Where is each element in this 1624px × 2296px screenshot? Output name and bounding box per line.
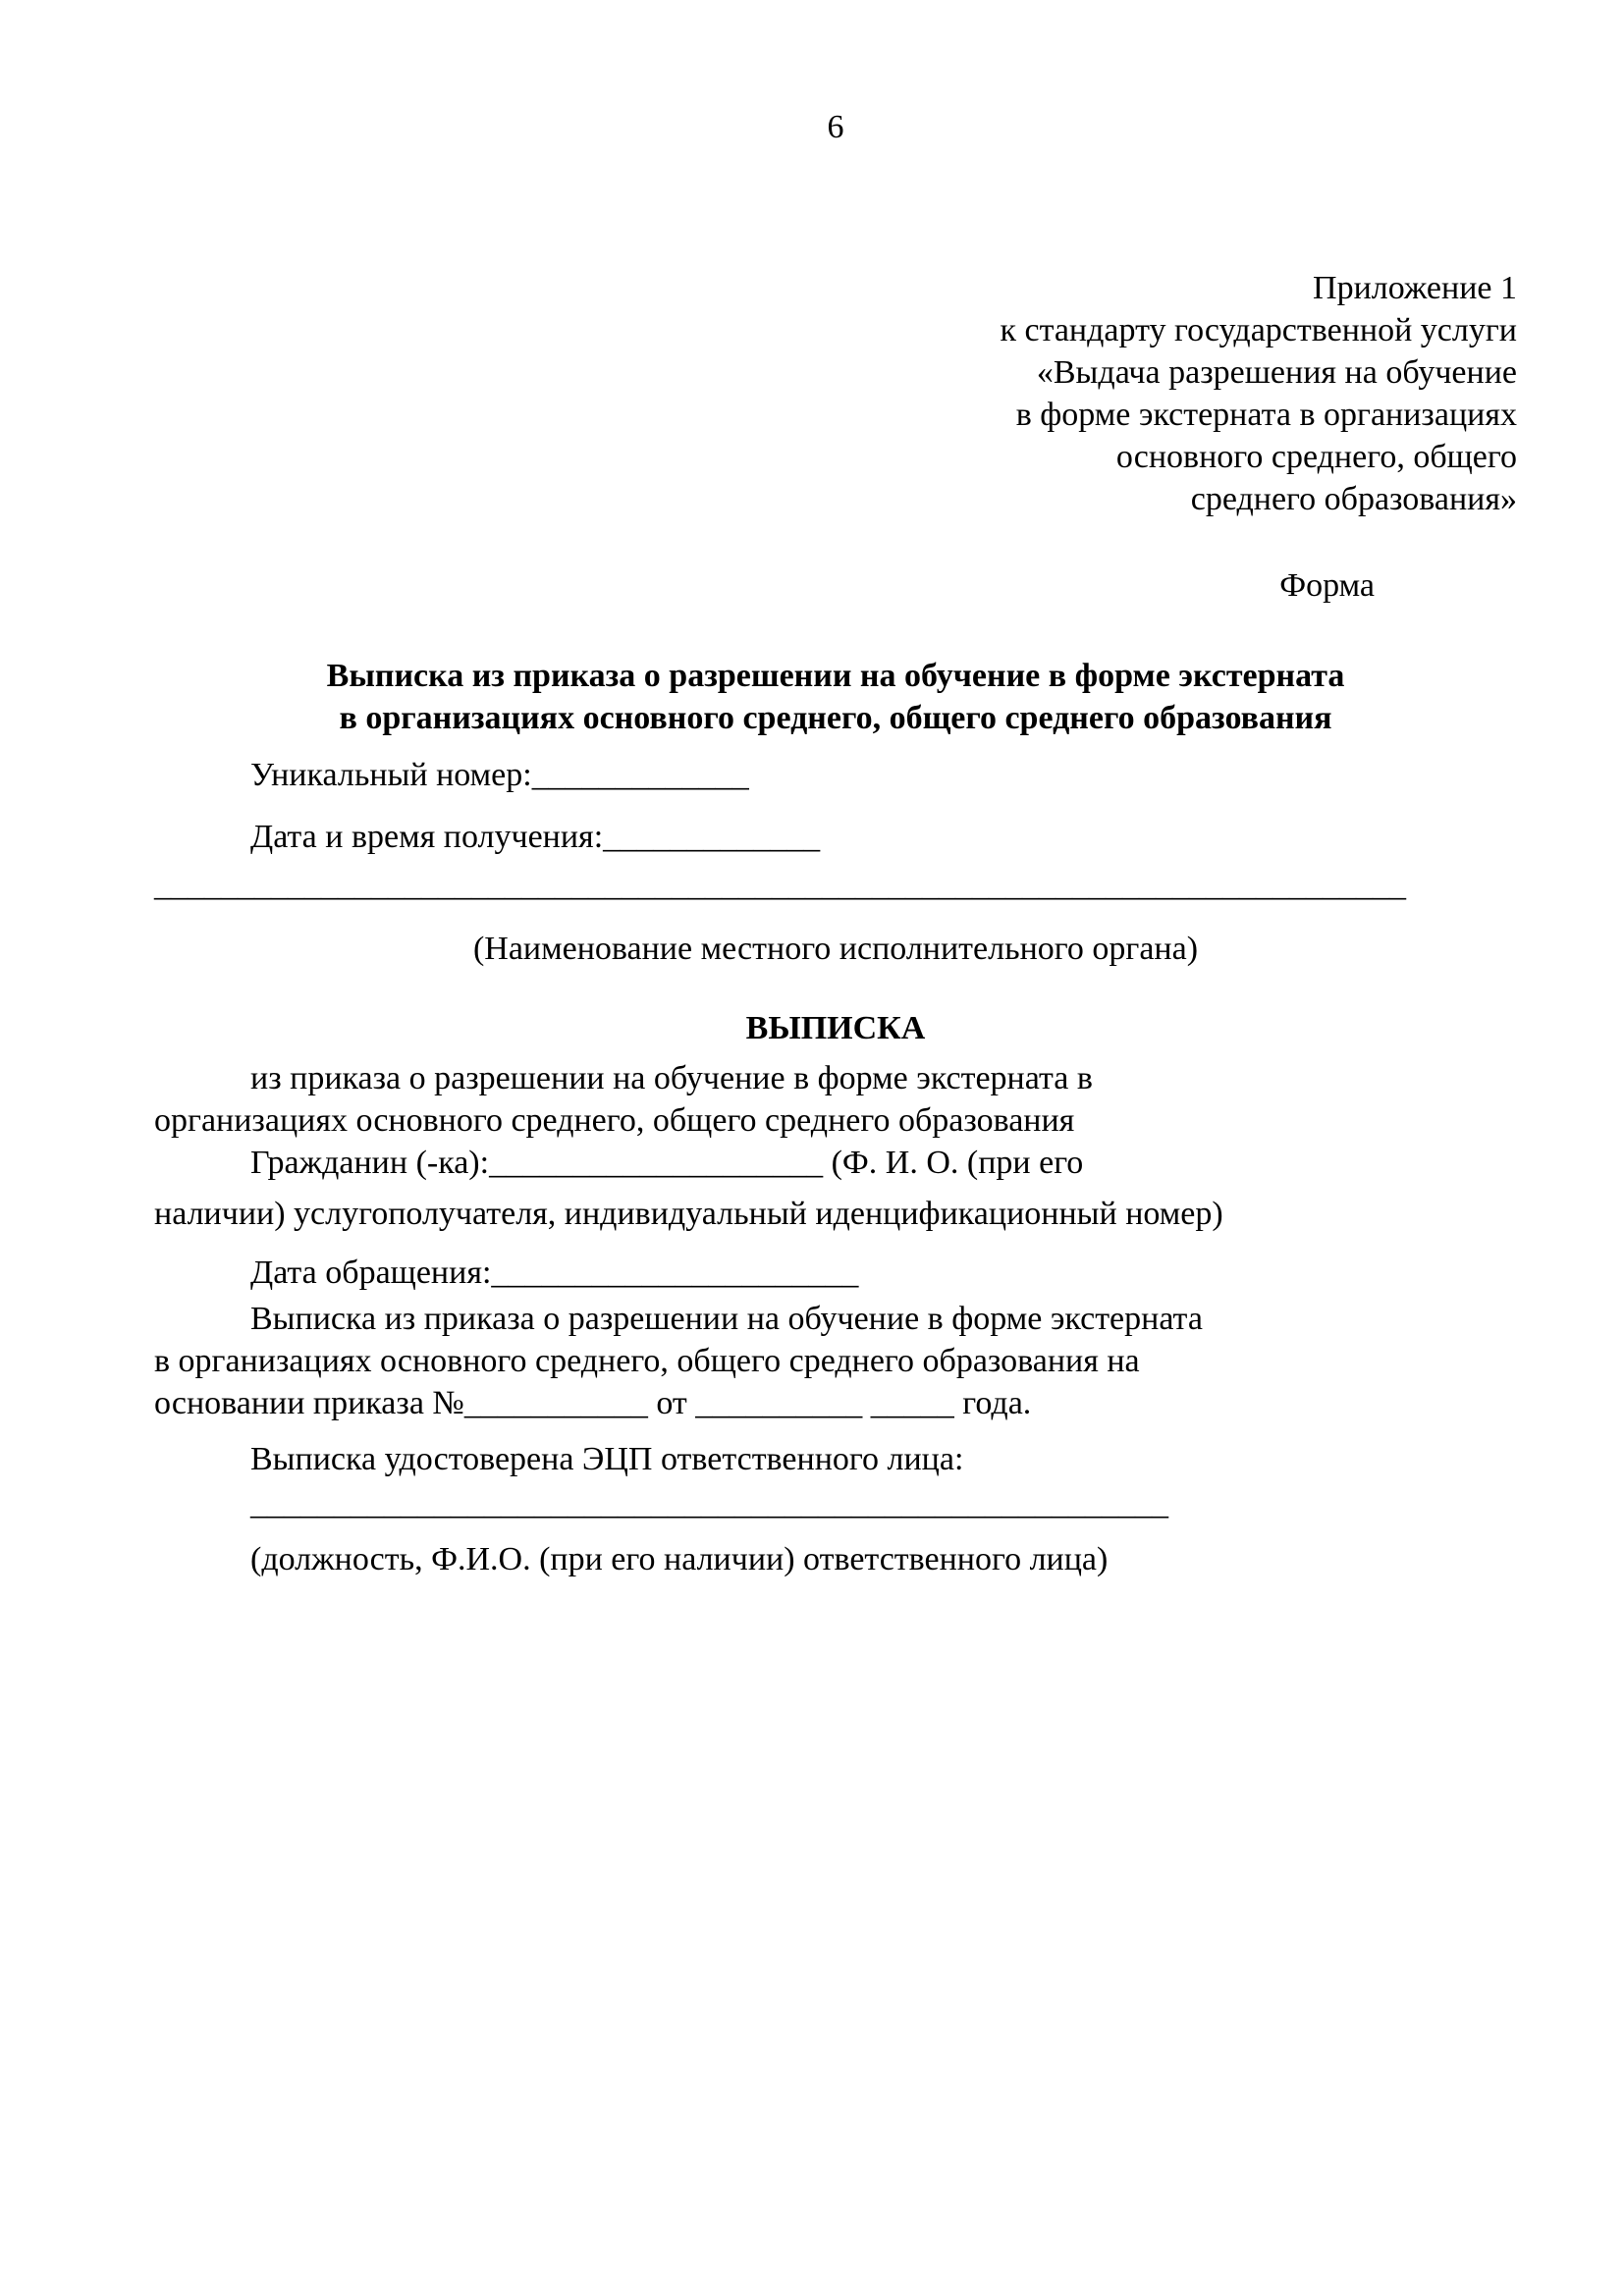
order-basis-prefix: основании приказа № (154, 1385, 464, 1421)
annex-line-1: Приложение 1 (1313, 270, 1517, 306)
annex-line-3: «Выдача разрешения на обучение (1036, 354, 1517, 391)
appeal-date-row (154, 1252, 1517, 1294)
order-year-suffix: года. (953, 1385, 1032, 1421)
appeal-date-blank: ______________________ (491, 1255, 859, 1291)
form-type-label: Форма (1279, 567, 1375, 604)
order-date-blank: __________ (695, 1385, 863, 1421)
page-number: 6 (827, 109, 844, 145)
annex-line-5: основного среднего, общего (1115, 439, 1517, 475)
receipt-datetime-row (154, 816, 1517, 858)
org-name-caption: (Наименование местного исполнительного органа) (472, 931, 1199, 967)
citizen-blank: ____________________ (489, 1145, 824, 1181)
annex-line-2: к стандарту государственной услуги (1000, 312, 1517, 348)
citizen-row (154, 1142, 1517, 1184)
annex-line-4: в форме экстерната в организациях (1015, 397, 1517, 433)
extract-heading: ВЫПИСКА (745, 1010, 926, 1046)
order-paragraph-line-1: Выписка из приказа о разрешении на обучение в форме экстерната (250, 1301, 1203, 1337)
receipt-datetime-blank: _____________ (603, 819, 821, 855)
document-title (154, 655, 1517, 739)
extract-intro-line-1: из приказа о разрешении на обучение в форме экстерната в (250, 1060, 1093, 1096)
order-number-blank: ___________ (463, 1385, 648, 1421)
unique-number-row (154, 754, 1517, 796)
citizen-label: Гражданин (-ка): (250, 1145, 490, 1181)
ecp-certification-line: Выписка удостоверена ЭЦП ответственного лица: (250, 1441, 964, 1477)
order-year-blank: _____ (870, 1385, 954, 1421)
citizen-suffix: (Ф. И. О. (при его (823, 1145, 1084, 1181)
annex-block (154, 267, 1517, 520)
appeal-date-label: Дата обращения: (250, 1255, 492, 1291)
unique-number-blank: _____________ (531, 757, 749, 793)
order-from-text: от (647, 1385, 696, 1421)
receipt-datetime-label: Дата и время получения: (250, 819, 604, 855)
document-title-line-2: в организациях основного среднего, общего среднего образования (339, 700, 1332, 736)
extract-intro-line-2: организациях основного среднего, общего среднего образования (154, 1102, 1075, 1139)
org-name-blank-line: ___________________________________________________________________________ (154, 867, 1406, 903)
order-paragraph-line-2: в организациях основного среднего, общего среднего образования на (154, 1343, 1140, 1379)
order-paragraph-line-3 (154, 1382, 1517, 1424)
unique-number-label: Уникальный номер: (250, 757, 532, 793)
order-space (862, 1385, 871, 1421)
document-title-line-1: Выписка из приказа о разрешении на обучение в форме экстерната (326, 658, 1345, 694)
annex-line-6: среднего образования» (1190, 481, 1517, 517)
signature-blank-line: _______________________________________________________ (250, 1485, 1168, 1522)
signature-caption: (должность, Ф.И.О. (при его наличии) ответственного лица) (250, 1541, 1109, 1577)
citizen-row-continuation: наличии) услугополучателя, индивидуальный иденцификационный номер) (154, 1196, 1223, 1232)
